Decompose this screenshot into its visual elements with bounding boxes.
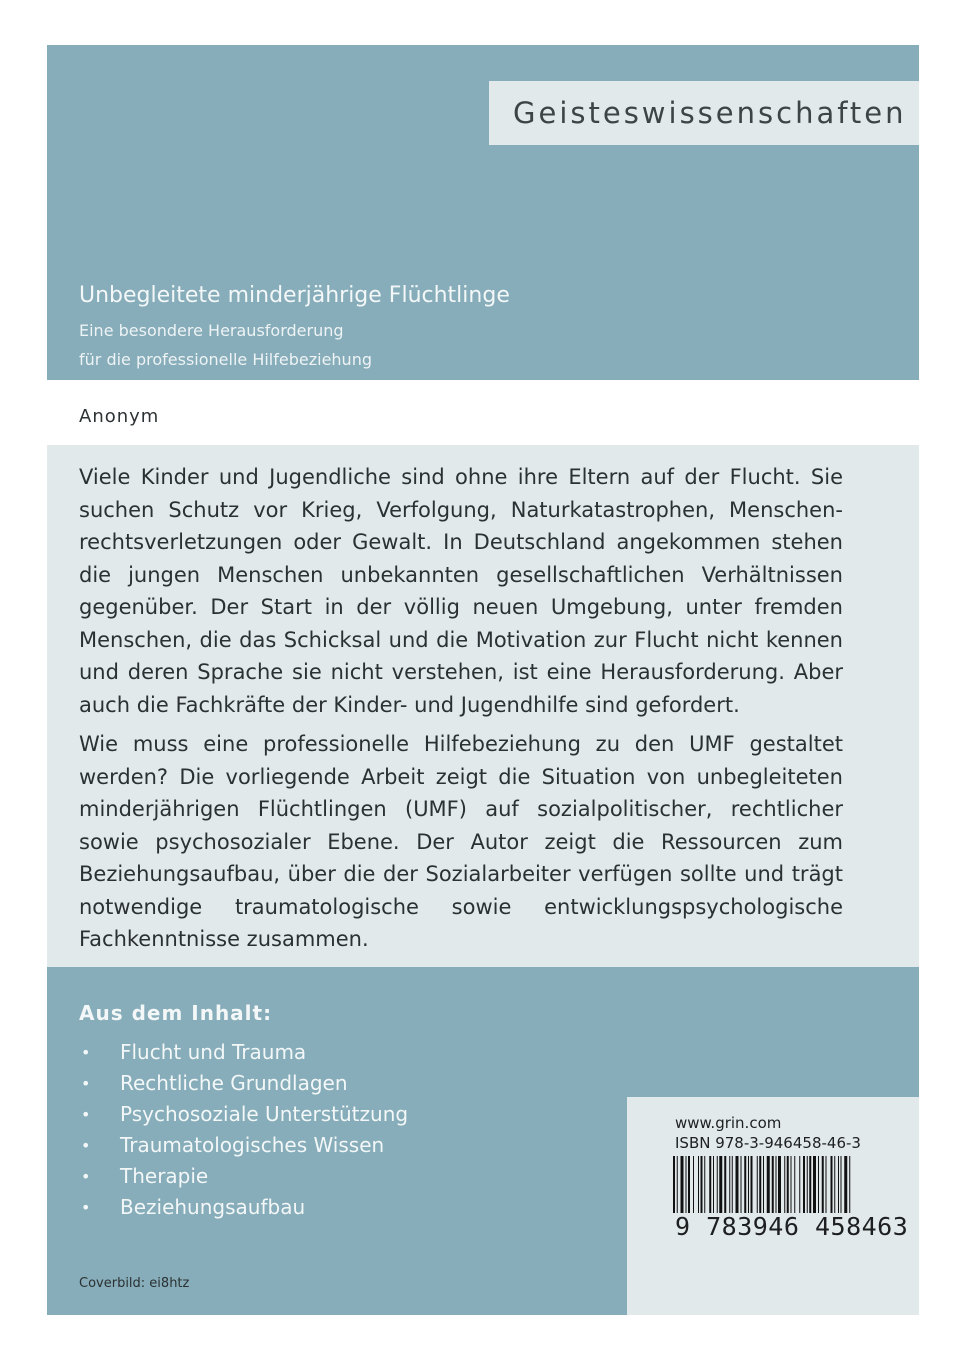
book-back-cover — [47, 45, 919, 1315]
contents-list — [79, 1037, 408, 1223]
barcode-bar — [686, 1156, 687, 1213]
barcode-bar — [831, 1156, 833, 1213]
bullet-icon: • — [81, 1105, 91, 1124]
barcode-bar — [751, 1156, 753, 1213]
author-band — [47, 380, 919, 445]
barcode-bar — [744, 1156, 746, 1213]
barcode-bar — [732, 1156, 733, 1213]
barcode-bar — [809, 1156, 811, 1213]
barcode-bar — [844, 1156, 847, 1213]
barcode-bar — [709, 1156, 711, 1213]
bullet-icon: • — [81, 1074, 91, 1093]
category-box — [489, 81, 919, 145]
bullet-icon: • — [81, 1043, 91, 1062]
barcode-bar — [803, 1156, 805, 1213]
list-item — [79, 1161, 408, 1192]
barcode-bar — [787, 1156, 789, 1213]
list-item — [79, 1099, 408, 1130]
list-item-label: Therapie — [120, 1164, 209, 1188]
barcode-bar — [772, 1156, 774, 1213]
blurb-panel — [47, 445, 919, 967]
cover-image-credit: Coverbild: ei8htz — [79, 1276, 190, 1291]
title-band — [47, 45, 919, 380]
bullet-icon: • — [81, 1167, 91, 1186]
list-item-label: Traumatologisches Wissen — [120, 1133, 385, 1157]
book-subtitle-line-1: Eine besondere Herausforderung — [79, 321, 344, 340]
contents-heading: Aus dem Inhalt: — [79, 1001, 273, 1025]
barcode-bar — [698, 1156, 699, 1213]
barcode-bar — [719, 1156, 722, 1213]
barcode-bar — [701, 1156, 703, 1213]
barcode-bar — [807, 1156, 808, 1213]
list-item — [79, 1037, 408, 1068]
blurb-paragraph-1: Viele Kinder und Jugendliche sind ohne ihre Eltern auf der Flucht. Sie suchen Schutz vor Krieg, Verfolgung, Naturkatastrophen, Menschen-rechtsverletzungen oder Gewalt. In Deutschland angekommen stehen die jungen Menschen unbekannten gesellschaftlichen Verhältnissen gegenüber. Der Start in der völlig neuen Umgebung, unter fremden Menschen, die das Schicksal und die Motivation zur Flucht nicht kennen und deren Sprache sie nicht verstehen, ist eine Herausforderung. Aber auch die Fachkräfte der Kinder- und Jugendhilfe sind gefordert. — [79, 465, 843, 717]
barcode-bar — [834, 1156, 835, 1213]
isbn-label: ISBN 978-3-946458-46-3 — [675, 1134, 861, 1152]
barcode-bar — [841, 1156, 842, 1213]
barcode-bar — [704, 1156, 705, 1213]
barcode-bar — [757, 1156, 758, 1213]
list-item-label: Rechtliche Grundlagen — [120, 1071, 348, 1095]
blurb-paragraph-2: Wie muss eine professionelle Hilfebeziehung zu den UMF gestaltet werden? Die vorliegende Arbeit zeigt die Situation von unbegleiteten minderjährigen Flüchtlingen (UMF) auf sozialpolitischer, rechtlicher sowie psychosozialer Ebene. Der Autor zeigt die Ressourcen zum Beziehungsaufbau, über die der Sozialarbeiter verfügen sollte und trägt notwendige traumatologische sowie entwicklungspsychologische Fachkenntnisse zusammen. — [79, 732, 843, 951]
barcode-bar — [693, 1156, 694, 1213]
barcode-bar — [729, 1156, 730, 1213]
barcode-bar — [736, 1156, 739, 1213]
barcode-bar — [713, 1156, 714, 1213]
book-subtitle-line-2: für die professionelle Hilfebeziehung — [79, 350, 372, 369]
list-item — [79, 1192, 408, 1223]
category-label: Geisteswissenschaften — [513, 96, 907, 130]
list-item — [79, 1130, 408, 1161]
book-title: Unbegleitete minderjährige Flüchtlinge — [79, 283, 510, 308]
barcode-bar — [767, 1156, 770, 1213]
list-item-label: Beziehungsaufbau — [120, 1195, 306, 1219]
barcode-image — [673, 1156, 905, 1213]
barcode-bar — [681, 1156, 684, 1213]
list-item-label: Flucht und Trauma — [120, 1040, 307, 1064]
barcode-bar — [799, 1156, 800, 1213]
barcode-bar — [778, 1156, 781, 1213]
barcode-bar — [822, 1156, 824, 1213]
barcode-bar — [763, 1156, 764, 1213]
list-item-label: Psychosoziale Unterstützung — [120, 1102, 409, 1126]
barcode-bar — [776, 1156, 777, 1213]
barcode-digits: 9 783946 458463 — [675, 1212, 909, 1241]
barcode-bar — [677, 1156, 678, 1213]
barcode-bar — [849, 1156, 850, 1213]
publisher-url: www.grin.com — [675, 1114, 782, 1132]
barcode-bar — [724, 1156, 726, 1213]
bullet-icon: • — [81, 1136, 91, 1155]
barcode-bar — [688, 1156, 690, 1213]
barcode-bar — [784, 1156, 785, 1213]
barcode-bar — [673, 1156, 675, 1213]
barcode-bar — [759, 1156, 761, 1213]
bullet-icon: • — [81, 1198, 91, 1217]
barcode-bar — [717, 1156, 718, 1213]
list-item — [79, 1068, 408, 1099]
barcode-bar — [794, 1156, 795, 1213]
barcode-bar — [838, 1156, 839, 1213]
barcode-bar — [826, 1156, 827, 1213]
barcode-bar — [813, 1156, 816, 1213]
author-name: Anonym — [79, 406, 160, 427]
barcode-bar — [791, 1156, 792, 1213]
isbn-barcode-box — [627, 1097, 919, 1315]
barcode-bar — [741, 1156, 742, 1213]
barcode-bar — [748, 1156, 749, 1213]
barcode-bar — [818, 1156, 819, 1213]
